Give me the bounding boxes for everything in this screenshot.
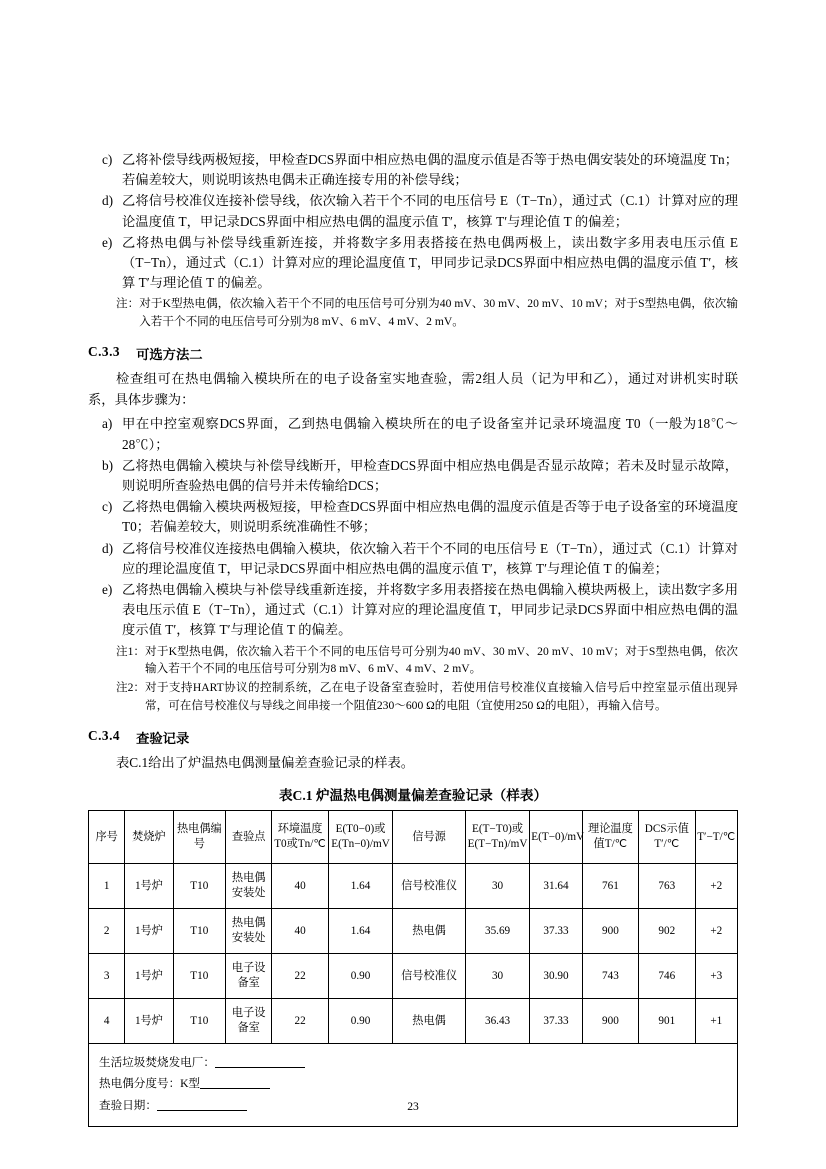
- clause-item: [88, 580, 738, 641]
- clause-marker: e): [102, 582, 113, 598]
- table-cell: 1号炉: [125, 908, 173, 953]
- table-row: [89, 908, 738, 953]
- footer-field-row: [99, 1073, 727, 1094]
- clause-marker: a): [102, 416, 113, 432]
- clause-text: 乙将热电偶输入模块与补偿导线断开，甲检查DCS界面中相应热电偶是否显示故障；若未及时显示故障，则说明所查验热电偶的信号并未传输给DCS；: [122, 457, 738, 494]
- table-cell: 0.90: [328, 953, 392, 998]
- table-cell: 35.69: [465, 908, 529, 953]
- section-number: C.3.3: [88, 344, 121, 360]
- table-caption: 表C.1 炉温热电偶测量偏差查验记录（样表）: [278, 787, 548, 803]
- note-2: [88, 679, 738, 714]
- table-cell: 30: [465, 953, 529, 998]
- note-text: 对于K型热电偶，依次输入若干个不同的电压信号可分别为40 mV、30 mV、20 mV、10 mV；对于S型热电偶，依次输入若干个不同的电压信号可分别为8 mV、6 mV、4 mV、2 mV。: [139, 297, 738, 328]
- table-cell: T10: [173, 863, 225, 908]
- note-text: 对于K型热电偶，依次输入若干个不同的电压信号可分别为40 mV、30 mV、20 mV、10 mV；对于S型热电偶，依次输入若干个不同的电压信号可分别为8 mV、6 mV、4 mV、2 mV。: [145, 644, 738, 676]
- note-1: [88, 643, 738, 678]
- table-cell: 3: [89, 953, 125, 998]
- clause-text: 甲在中控室观察DCS界面，乙到热电偶输入模块所在的电子设备室并记录环境温度 T0（一般为18℃～28℃）；: [122, 416, 738, 452]
- column-header: 焚烧炉: [125, 810, 173, 863]
- section-heading-c33: [88, 344, 738, 363]
- table-cell: 2: [89, 908, 125, 953]
- note-label: 注：: [116, 297, 140, 311]
- clause-list-top: [88, 150, 738, 293]
- table-cell: 电子设备室: [226, 953, 272, 998]
- table-cell: 1号炉: [125, 953, 173, 998]
- clause-item: [88, 191, 738, 231]
- table-cell: 22: [272, 998, 328, 1043]
- clause-item: [88, 414, 738, 454]
- table-cell: +2: [695, 863, 737, 908]
- clause-marker: c): [102, 152, 113, 167]
- table-row: [89, 863, 738, 908]
- table-cell: 热电偶安装处: [226, 908, 272, 953]
- table-cell: 信号校准仪: [393, 863, 466, 908]
- column-header: E(T−T0)或E(T−Tn)/mV: [465, 810, 529, 863]
- section-number: C.3.4: [88, 728, 121, 744]
- table-cell: 1.64: [328, 908, 392, 953]
- clause-text: 乙将信号校准仪连接热电偶输入模块，依次输入若干个不同的电压信号 E（T−Tn），通过式（C.1）计算对应的理论温度值 T，甲记录DCS界面中相应热电偶的温度示值 T′，核算 T′与理论值 T 的偏差；: [122, 540, 738, 576]
- clause-item: [88, 497, 738, 537]
- clause-text: 乙将信号校准仪连接补偿导线，依次输入若干个不同的电压信号 E（T−Tn），通过式（C.1）计算对应的理论温度值 T，甲记录DCS界面中相应热电偶的温度示值 T′，核算 T′与理论值 T 的偏差；: [122, 193, 738, 229]
- table-cell: +1: [695, 998, 737, 1043]
- column-header: T′−T/℃: [695, 810, 737, 863]
- note-label: 注2：: [116, 681, 145, 695]
- column-header: 环境温度 T0或Tn/℃: [272, 810, 328, 863]
- page-number: 23: [407, 1100, 419, 1113]
- clause-marker: e): [102, 234, 113, 250]
- record-footer-fields: [88, 1044, 738, 1127]
- table-cell: T10: [173, 908, 225, 953]
- table-cell: 热电偶: [393, 998, 466, 1043]
- table-cell: 31.64: [530, 863, 582, 908]
- table-cell: 746: [639, 953, 695, 998]
- table-cell: 热电偶安装处: [226, 863, 272, 908]
- table-cell: 30.90: [530, 953, 582, 998]
- table-row: [89, 953, 738, 998]
- column-header: E(T0−0)或E(Tn−0)/mV: [328, 810, 392, 863]
- clause-item: [88, 456, 738, 496]
- clause-marker: b): [102, 457, 114, 473]
- footer-field-label: 热电偶分度号：K型: [99, 1077, 201, 1091]
- table-cell: 743: [582, 953, 638, 998]
- table-row: [89, 998, 738, 1043]
- column-header: DCS示值T′/℃: [639, 810, 695, 863]
- clause-text: 乙将补偿导线两极短接，甲检查DCS界面中相应热电偶的温度示值是否等于热电偶安装处的环境温度 Tn；若偏差较大，则说明该热电偶未正确连接专用的补偿导线；: [122, 152, 738, 188]
- table-cell: 40: [272, 863, 328, 908]
- clause-text: 乙将热电偶与补偿导线重新连接，并将数字多用表搭接在热电偶两极上，读出数字多用表电压示值 E（T−Tn），通过式（C.1）计算对应的理论温度值 T，甲同步记录DCS界面中相应热电偶的温度示值 T′，核算 T′与理论值 T 的偏差。: [122, 234, 738, 291]
- table-cell: 901: [639, 998, 695, 1043]
- column-header: 查验点: [226, 810, 272, 863]
- clause-marker: d): [102, 540, 114, 556]
- table-cell: 1号炉: [125, 863, 173, 908]
- verification-record-table: [88, 810, 738, 1044]
- clause-item: [88, 150, 738, 190]
- clause-marker: c): [102, 499, 113, 515]
- footer-field-blank[interactable]: [200, 1078, 270, 1089]
- table-cell: 763: [639, 863, 695, 908]
- table-cell: 761: [582, 863, 638, 908]
- table-cell: T10: [173, 953, 225, 998]
- clause-item: [88, 539, 738, 579]
- section-intro-c33: 检查组可在热电偶输入模块所在的电子设备室实地查验，需2组人员（记为甲和乙），通过对讲机实时联系，具体步骤为：: [88, 371, 738, 407]
- footer-field-row: [99, 1052, 727, 1073]
- footer-field-label: 生活垃圾焚烧发电厂：: [99, 1055, 215, 1069]
- table-cell: 4: [89, 998, 125, 1043]
- column-header: 理论温度值T/℃: [582, 810, 638, 863]
- table-cell: 40: [272, 908, 328, 953]
- table-cell: +3: [695, 953, 737, 998]
- table-header-row: [89, 810, 738, 863]
- section-intro-c34: 表C.1给出了炉温热电偶测量偏差查验记录的样表。: [116, 755, 415, 771]
- clause-item: [88, 233, 738, 294]
- table-cell: 电子设备室: [226, 998, 272, 1043]
- table-cell: 37.33: [530, 908, 582, 953]
- footer-field-blank[interactable]: [215, 1056, 305, 1067]
- table-cell: 0.90: [328, 998, 392, 1043]
- table-cell: 36.43: [465, 998, 529, 1043]
- clause-marker: d): [102, 193, 114, 209]
- clause-list-c33: [88, 414, 738, 640]
- section-title: 查验记录: [136, 731, 190, 747]
- table-cell: 37.33: [530, 998, 582, 1043]
- table-cell: 900: [582, 908, 638, 953]
- table-cell: 30: [465, 863, 529, 908]
- section-heading-c34: [88, 728, 738, 747]
- note-top: [88, 295, 738, 330]
- note-label: 注1：: [116, 644, 145, 658]
- table-cell: 信号校准仪: [393, 953, 466, 998]
- column-header: 热电偶编号: [173, 810, 225, 863]
- table-cell: +2: [695, 908, 737, 953]
- table-cell: 900: [582, 998, 638, 1043]
- table-cell: 1号炉: [125, 998, 173, 1043]
- table-cell: 1.64: [328, 863, 392, 908]
- column-header: 信号源: [393, 810, 466, 863]
- table-cell: 热电偶: [393, 908, 466, 953]
- table-cell: 22: [272, 953, 328, 998]
- column-header: 序号: [89, 810, 125, 863]
- column-header: E(T−0)/mV: [530, 810, 582, 863]
- note-text: 对于支持HART协议的控制系统，乙在电子设备室查验时，若使用信号校准仪直接输入信号后中控室显示值出现异常，可在信号校准仪与导线之间串接一个阻值230～600 Ω的电阻（宜使用250 Ω的电阻），再输入信号。: [145, 681, 738, 712]
- table-cell: 1: [89, 863, 125, 908]
- footer-field-label: 查验日期：: [99, 1098, 157, 1112]
- section-title: 可选方法二: [136, 347, 203, 363]
- clause-text: 乙将热电偶输入模块两极短接，甲检查DCS界面中相应热电偶的温度示值是否等于电子设备室的环境温度 T0；若偏差较大，则说明系统准确性不够；: [122, 499, 738, 535]
- table-cell: T10: [173, 998, 225, 1043]
- table-cell: 902: [639, 908, 695, 953]
- clause-text: 乙将热电偶输入模块与补偿导线重新连接，并将数字多用表搭接在热电偶输入模块两极上，读出数字多用表电压示值 E（T−Tn），通过式（C.1）计算对应的理论温度值 T，甲同步记录DCS界面中相应热电偶的温度示值 T′，核算 T′与理论值 T 的偏差。: [122, 582, 738, 638]
